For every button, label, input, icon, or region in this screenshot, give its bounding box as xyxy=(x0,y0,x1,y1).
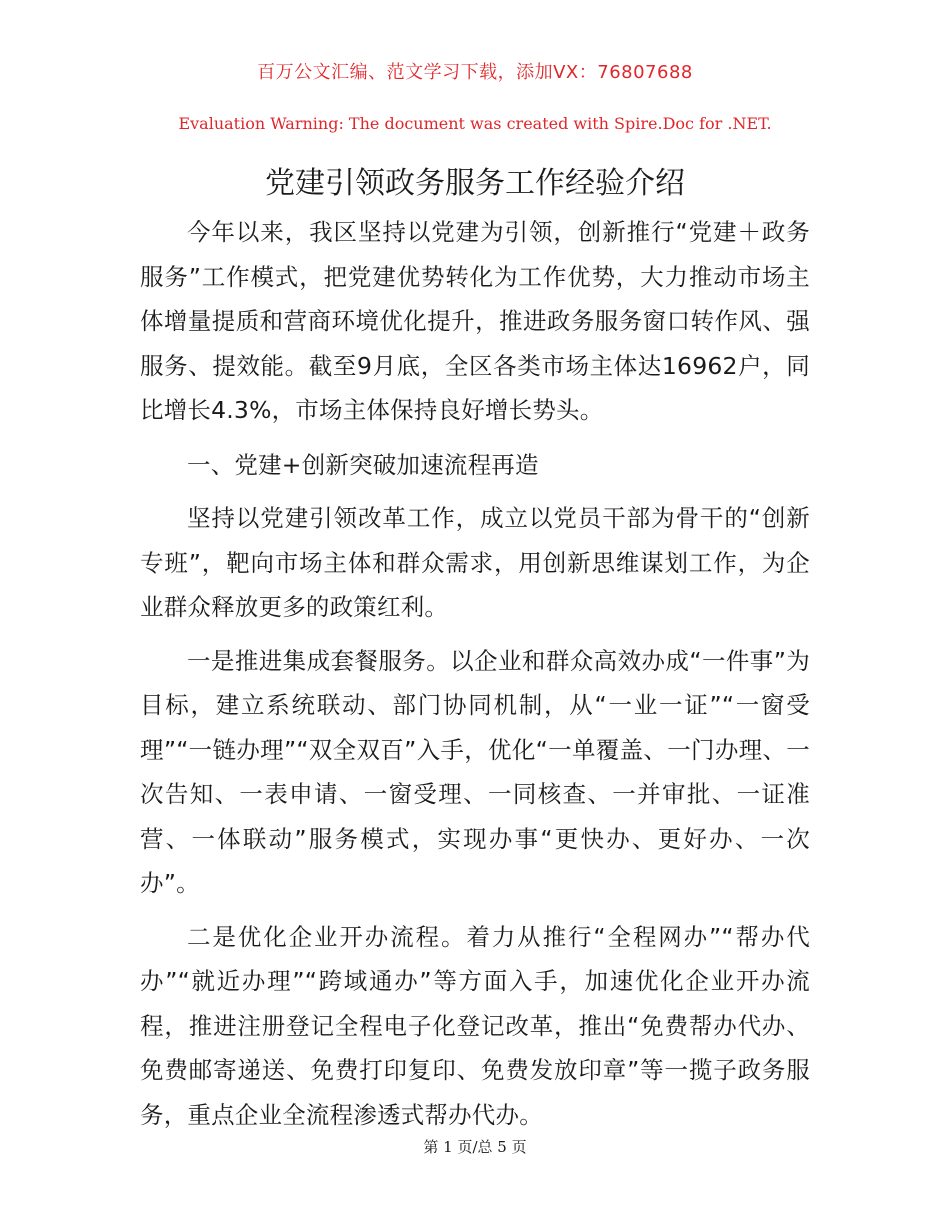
document-title: 党建引领政务服务工作经验介绍 xyxy=(265,166,685,201)
paragraph-point-1: 一是推进集成套餐服务。以企业和群众高效办成“一件事”为目标，建立系统联动、部门协同机制，从“一业一证”“一窗受理”“一链办理”“双全双百”入手，优化“一单覆盖、一门办理、一次告知、一表申请、一窗受理、一同核查、一并审批、一证准营、一体联动”服务模式，实现办事“更快办、更好办、一次办”。 xyxy=(140,646,810,897)
document-body xyxy=(140,210,810,1137)
section-heading-1: 一、党建+创新突破加速流程再造 xyxy=(187,450,539,479)
paragraph-section-1: 坚持以党建引领改革工作，成立以党员干部为骨干的“创新专班”，靶向市场主体和群众需求，用创新思维谋划工作，为企业群众释放更多的政策红利。 xyxy=(140,504,810,621)
evaluation-warning: Evaluation Warning: The document was created with Spire.Doc for .NET. xyxy=(178,114,772,133)
paragraph-intro: 今年以来，我区坚持以党建为引领，创新推行“党建＋政务服务”工作模式，把党建优势转化为工作优势，大力推动市场主体增量提质和营商环境优化提升，推进政务服务窗口转作风、强服务、提效能。截至9月底，全区各类市场主体达16962户，同比增长4.3%，市场主体保持良好增长势头。 xyxy=(140,218,810,424)
header-banner: 百万公文汇编、范文学习下载，添加VX：76807688 xyxy=(257,62,693,83)
paragraph-point-2: 二是优化企业开办流程。着力从推行“全程网办”“帮办代办”“就近办理”“跨域通办”等方面入手，加速优化企业开办流程，推进注册登记全程电子化登记改革，推出“免费帮办代办、免费邮寄递送、免费打印复印、免费发放印章”等一揽子政务服务，重点企业全流程渗透式帮办代办。 xyxy=(140,922,810,1129)
page-footer: 第 1 页/总 5 页 xyxy=(423,1138,527,1156)
